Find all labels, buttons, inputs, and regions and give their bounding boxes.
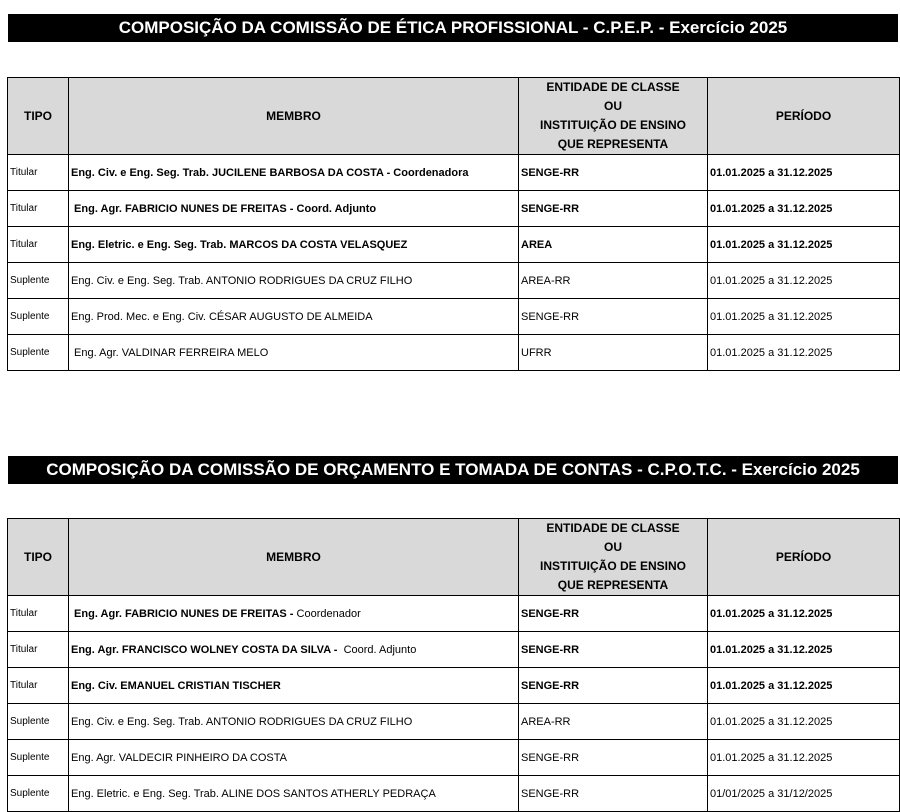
cell-membro	[69, 263, 519, 299]
cpotc-table	[7, 518, 900, 812]
cell-membro	[69, 668, 519, 704]
cell-entidade: SENGE-RR	[519, 632, 708, 668]
member-name: Eng. Agr. FABRICIO NUNES DE FREITAS	[71, 202, 287, 215]
header-entidade	[519, 519, 708, 596]
member-name: Eng. Eletric. e Eng. Seg. Trab. MARCOS DA COSTA VELASQUEZ	[71, 238, 408, 251]
cell-periodo: 01.01.2025 a 31.12.2025	[708, 263, 900, 299]
cell-tipo: Suplente	[8, 263, 69, 299]
cell-entidade: SENGE-RR	[519, 776, 708, 812]
table-row	[8, 191, 900, 227]
header-entidade-line: QUE REPRESENTA	[557, 578, 669, 592]
table-row	[8, 740, 900, 776]
member-name: Eng. Civ. e Eng. Seg. Trab. JUCILENE BARBOSA DA COSTA	[71, 166, 384, 179]
cell-entidade: SENGE-RR	[519, 191, 708, 227]
cell-entidade: SENGE-RR	[519, 740, 708, 776]
member-name: Eng. Agr. VALDINAR FERREIRA MELO	[71, 346, 269, 359]
cell-tipo: Titular	[8, 191, 69, 227]
member-name: Eng. Agr. FRANCISCO WOLNEY COSTA DA SILVA -	[71, 643, 338, 656]
table-row	[8, 632, 900, 668]
header-entidade-line: ENTIDADE DE CLASSE	[546, 521, 680, 535]
table-row	[8, 227, 900, 263]
cell-tipo: Suplente	[8, 335, 69, 371]
header-membro: MEMBRO	[69, 519, 519, 596]
cell-periodo: 01/01/2025 a 31/12/2025	[708, 776, 900, 812]
table-row	[8, 668, 900, 704]
cell-membro	[69, 596, 519, 632]
member-name: Eng. Civ. e Eng. Seg. Trab. ANTONIO RODRIGUES DA CRUZ FILHO	[71, 715, 413, 728]
cell-tipo: Titular	[8, 155, 69, 191]
cell-entidade: AREA-RR	[519, 263, 708, 299]
table-row	[8, 596, 900, 632]
cell-tipo: Titular	[8, 596, 69, 632]
header-tipo: TIPO	[8, 519, 69, 596]
header-entidade-line: OU	[604, 99, 622, 113]
cell-tipo: Titular	[8, 632, 69, 668]
cell-membro	[69, 776, 519, 812]
cell-membro	[69, 704, 519, 740]
cpep-header-row	[8, 78, 900, 155]
cell-membro	[69, 335, 519, 371]
cell-periodo: 01.01.2025 a 31.12.2025	[708, 632, 900, 668]
header-membro: MEMBRO	[69, 78, 519, 155]
table-row	[8, 263, 900, 299]
member-name: Eng. Civ. EMANUEL CRISTIAN TISCHER	[71, 679, 281, 692]
table-row	[8, 335, 900, 371]
cell-entidade: SENGE-RR	[519, 155, 708, 191]
cell-entidade: SENGE-RR	[519, 596, 708, 632]
member-name: Eng. Agr. VALDECIR PINHEIRO DA COSTA	[71, 751, 287, 764]
cell-periodo: 01.01.2025 a 31.12.2025	[708, 335, 900, 371]
header-entidade-line: INSTITUIÇÃO DE ENSINO	[539, 118, 686, 132]
cell-periodo: 01.01.2025 a 31.12.2025	[708, 155, 900, 191]
cell-tipo: Titular	[8, 227, 69, 263]
member-name: Eng. Eletric. e Eng. Seg. Trab. ALINE DOS SANTOS ATHERLY PEDRAÇA	[71, 787, 436, 800]
member-role: - Coord. Adjunto	[286, 202, 377, 215]
cell-periodo: 01.01.2025 a 31.12.2025	[708, 704, 900, 740]
header-entidade	[519, 78, 708, 155]
cell-membro	[69, 740, 519, 776]
cell-entidade: SENGE-RR	[519, 668, 708, 704]
member-role: Coordenador	[293, 607, 361, 620]
header-entidade-line: ENTIDADE DE CLASSE	[546, 80, 680, 94]
cell-periodo: 01.01.2025 a 31.12.2025	[708, 740, 900, 776]
header-periodo: PERÍODO	[708, 78, 900, 155]
cpotc-title: COMPOSIÇÃO DA COMISSÃO DE ORÇAMENTO E TOMADA DE CONTAS - C.P.O.T.C. - Exercício 2025	[8, 456, 898, 484]
cell-membro	[69, 227, 519, 263]
cell-tipo: Suplente	[8, 776, 69, 812]
cell-tipo: Suplente	[8, 704, 69, 740]
member-name: Eng. Civ. e Eng. Seg. Trab. ANTONIO RODRIGUES DA CRUZ FILHO	[71, 274, 413, 287]
cpep-table	[7, 77, 900, 371]
cell-tipo: Titular	[8, 668, 69, 704]
cell-entidade: UFRR	[519, 335, 708, 371]
cell-entidade: AREA	[519, 227, 708, 263]
cell-periodo: 01.01.2025 a 31.12.2025	[708, 668, 900, 704]
cell-periodo: 01.01.2025 a 31.12.2025	[708, 299, 900, 335]
cell-membro	[69, 299, 519, 335]
member-role: Coord. Adjunto	[337, 643, 417, 656]
header-entidade-line: INSTITUIÇÃO DE ENSINO	[539, 559, 686, 573]
cell-entidade: AREA-RR	[519, 704, 708, 740]
header-periodo: PERÍODO	[708, 519, 900, 596]
table-row	[8, 704, 900, 740]
cpotc-header-row	[8, 519, 900, 596]
cell-periodo: 01.01.2025 a 31.12.2025	[708, 191, 900, 227]
cell-membro	[69, 632, 519, 668]
table-row	[8, 299, 900, 335]
header-entidade-line: OU	[604, 540, 622, 554]
member-role: - Coordenadora	[383, 166, 469, 179]
cell-tipo: Suplente	[8, 740, 69, 776]
cell-periodo: 01.01.2025 a 31.12.2025	[708, 227, 900, 263]
cell-entidade: SENGE-RR	[519, 299, 708, 335]
member-name: Eng. Agr. FABRICIO NUNES DE FREITAS -	[71, 607, 294, 620]
member-name: Eng. Prod. Mec. e Eng. Civ. CÉSAR AUGUSTO DE ALMEIDA	[71, 310, 373, 323]
cell-periodo: 01.01.2025 a 31.12.2025	[708, 596, 900, 632]
table-row	[8, 776, 900, 812]
header-tipo: TIPO	[8, 78, 69, 155]
cell-membro	[69, 191, 519, 227]
header-entidade-line: QUE REPRESENTA	[557, 137, 669, 151]
cell-membro	[69, 155, 519, 191]
cell-tipo: Suplente	[8, 299, 69, 335]
table-row	[8, 155, 900, 191]
cpep-title: COMPOSIÇÃO DA COMISSÃO DE ÉTICA PROFISSIONAL - C.P.E.P. - Exercício 2025	[8, 14, 898, 42]
